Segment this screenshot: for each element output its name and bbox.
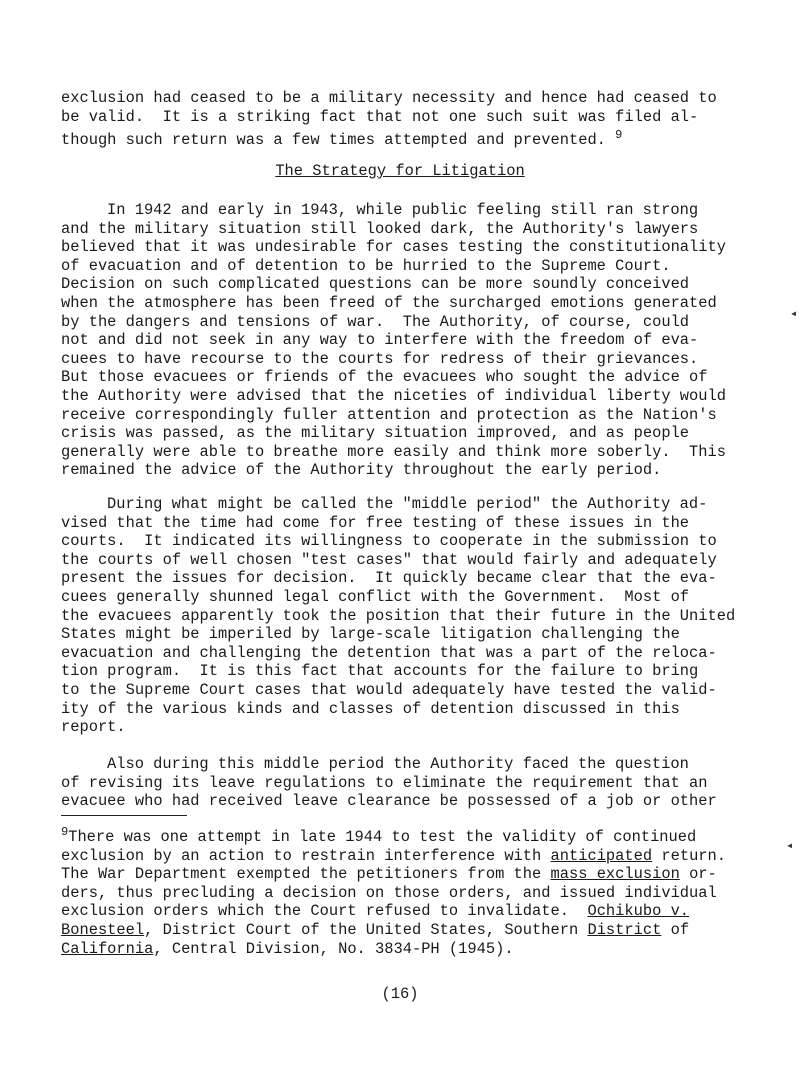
footnote-text: , District Court of the United States, Southern xyxy=(144,920,588,939)
footnote-reference: 9 xyxy=(615,128,623,143)
text-line: when the atmosphere has been freed of the surcharged emotions generated xyxy=(61,293,717,312)
footnote-divider xyxy=(61,815,187,816)
text-line: Also during this middle period the Authority faced the question xyxy=(107,755,689,773)
underlined-text: California xyxy=(61,939,154,958)
footnote-line xyxy=(61,921,741,940)
text-line: the courts of well chosen "test cases" that would fairly and adequately xyxy=(61,550,717,569)
paragraph-2 xyxy=(61,495,741,737)
text-line: the evacuees apparently took the position that their future in the United xyxy=(61,606,736,625)
text-line: tion program. It is this fact that accounts for the failure to bring xyxy=(61,662,699,681)
underlined-text: District xyxy=(587,920,662,939)
text-line: and the military situation still looked dark, the Authority's lawyers xyxy=(61,219,699,238)
footnote-line xyxy=(61,847,741,866)
text-line: report. xyxy=(61,718,126,737)
text-line: exclusion had ceased to be a military necessity and hence had ceased to xyxy=(61,89,717,107)
case-citation: Bonesteel xyxy=(61,920,145,939)
text-line: evacuation and challenging the detention that was a part of the reloca- xyxy=(61,643,717,662)
footnote-text: or- xyxy=(679,865,717,884)
text-line xyxy=(61,126,741,150)
footnote-text: , Central Division, No. 3834-PH (1945). xyxy=(153,939,514,958)
footnote-line xyxy=(61,902,741,921)
underlined-text: anticipated xyxy=(550,846,653,865)
text-line: remained the advice of the Authority throughout the early period. xyxy=(61,461,662,480)
text-line: courts. It indicated its willingness to cooperate in the submission to xyxy=(61,532,717,551)
underlined-text: mass exclusion xyxy=(550,865,680,884)
text-line: not and did not seek in any way to interfere with the freedom of eva- xyxy=(61,331,699,350)
text-line: Decision on such complicated questions can be more soundly conceived xyxy=(61,275,690,294)
text-line: crisis was passed, as the military situation improved, and as people xyxy=(61,424,690,443)
paragraph-3 xyxy=(61,755,741,811)
margin-mark: ◂ xyxy=(790,307,798,321)
text-line: of revising its leave regulations to eliminate the requirement that an xyxy=(61,773,708,792)
footnote xyxy=(61,823,741,958)
text-line: cuees generally shunned legal conflict with the Government. Most of xyxy=(61,587,690,606)
footnote-line xyxy=(61,823,741,847)
footnote-line xyxy=(61,865,741,884)
footnote-text: exclusion by an action to restrain interference with xyxy=(61,846,551,865)
text-line-content: though such return was a few times attempted and prevented. xyxy=(61,131,606,150)
intro-paragraph xyxy=(61,89,741,150)
section-heading xyxy=(0,162,800,181)
footnote-line: ders, thus precluding a decision on those orders, and issued individual xyxy=(61,883,717,902)
section-heading-text: The Strategy for Litigation xyxy=(275,162,525,180)
footnote-text: of xyxy=(661,920,690,939)
footnote-marker: 9 xyxy=(61,825,69,839)
text-line: present the issues for decision. It quickly became clear that the eva- xyxy=(61,569,717,588)
footnote-text: The War Department exempted the petitioners from the xyxy=(61,865,551,884)
text-line: evacuee who had received leave clearance be possessed of a job or other xyxy=(61,792,717,811)
footnote-text: return. xyxy=(652,846,727,865)
text-line: But those evacuees or friends of the evacuees who sought the advice of xyxy=(61,368,708,387)
text-line: be valid. It is a striking fact that not one such suit was filed al- xyxy=(61,107,699,126)
text-line: by the dangers and tensions of war. The Authority, of course, could xyxy=(61,312,690,331)
margin-mark: ◂ xyxy=(786,839,794,853)
footnote-text: There was one attempt in late 1944 to test the validity of continued xyxy=(68,828,697,846)
text-line: ity of the various kinds and classes of detention discussed in this xyxy=(61,699,680,718)
text-line: to the Supreme Court cases that would adequately have tested the valid- xyxy=(61,680,717,699)
text-line: cuees to have recourse to the courts for redress of their grievances. xyxy=(61,349,699,368)
text-line: believed that it was undesirable for cases testing the constitutionality xyxy=(61,238,726,257)
footnote-line xyxy=(61,940,741,959)
text-line: States might be imperiled by large-scale litigation challenging the xyxy=(61,625,680,644)
text-line: the Authority were advised that the niceties of individual liberty would xyxy=(61,386,726,405)
footnote-text: exclusion orders which the Court refused to invalidate. xyxy=(61,902,588,921)
text-line: vised that the time had come for free testing of these issues in the xyxy=(61,513,690,532)
text-line: In 1942 and early in 1943, while public feeling still ran strong xyxy=(107,201,699,219)
paragraph-1 xyxy=(61,201,741,480)
text-line: of evacuation and of detention to be hurried to the Supreme Court. xyxy=(61,256,671,275)
text-line: During what might be called the "middle period" the Authority ad- xyxy=(107,495,708,513)
text-line: receive correspondingly fuller attention and protection as the Nation's xyxy=(61,405,717,424)
text-line: generally were able to breathe more easily and think more soberly. This xyxy=(61,442,726,461)
page-number: (16) xyxy=(381,985,419,1003)
case-citation: Ochikubo v. xyxy=(587,902,690,921)
